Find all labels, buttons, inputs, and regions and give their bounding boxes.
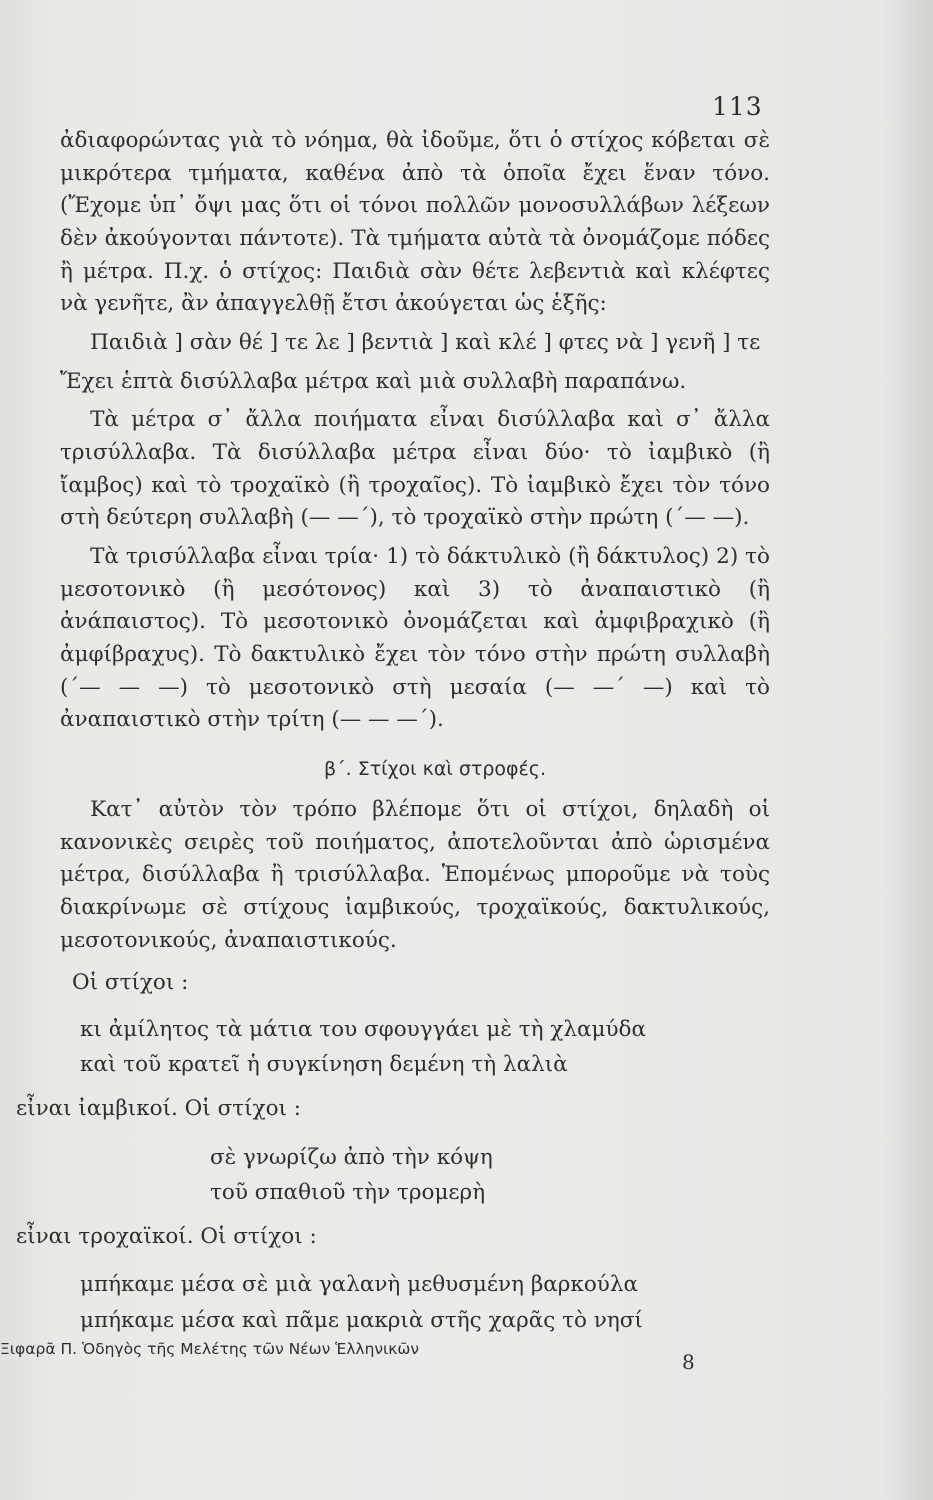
page-edge-shadow — [893, 0, 933, 1500]
scansion-line: Παιδιὰ ] σὰν θέ ] τε λε ] βεντιὰ ] καὶ κλέ ] φτες νὰ ] γενῆ ] τε — [90, 330, 761, 356]
verse-intro-label: Οἱ στίχοι : — [72, 970, 189, 996]
page-number: 113 — [712, 92, 763, 121]
verse-line: τοῦ σπαθιοῦ τὴν τρομερὴ — [210, 1180, 486, 1206]
verse-example-dactylic — [80, 1267, 770, 1338]
footer-line: Ξιφαρᾶ Π. Ὁδηγὸς τῆς Μελέτης τῶν Νέων Ἑλληνικῶν — [0, 1340, 420, 1358]
paragraph: ἀδιαφορώντας γιὰ τὸ νόημα, θὰ ἰδοῦμε, ὅτι ὁ στίχος κόβεται σὲ μικρότερα τμήματα, καθένα ἀπὸ τὰ ὁποῖα ἔχει ἕναν τόνο. (Ἔχομε ὑπ᾽ ὄψι μας ὅτι οἱ τόνοι πολλῶν μονοσυλλάβων λέξεων δὲν ἀκούγονται πάντοτε). Τὰ τμήματα αὐτὰ τὰ ὀνομάζομε πόδες ἢ μέτρα. Π.χ. ὁ στίχος: Παιδιὰ σὰν θέτε λεβεντιὰ καὶ κλέφτες νὰ γενῆτε, ἂν ἀπαγγελθῇ ἔτσι ἀκούγεται ὡς ἑξῆς: — [60, 128, 770, 317]
paragraph: Κατ᾽ αὐτὸν τὸν τρόπο βλέπομε ὅτι οἱ στίχοι, δηλαδὴ οἱ κανονικὲς σειρὲς τοῦ ποιήματος, ἀποτελοῦνται ἀπὸ ὡρισμένα μέτρα, δισύλλαβα ἢ τρισύλλαβα. Ἑπομένως μποροῦμε νὰ τοὺς διακρίνωμε σὲ στίχους ἰαμβικούς, τροχαϊκούς, δακτυλικούς, μεσοτονικούς, ἀναπαιστικούς. — [60, 796, 770, 953]
section-heading: β΄. Στίχοι καὶ στροφές. — [324, 758, 546, 781]
verse-example-iambic — [80, 1012, 770, 1083]
verse-line: κι ἀμίλητος τὰ μάτια του σφουγγάει μὲ τὴ χλαμύδα — [80, 1017, 647, 1042]
verse-line: σὲ γνωρίζω ἀπὸ τὴν κόψη — [210, 1144, 493, 1170]
verse-line: μπήκαμε μέσα καὶ πᾶμε μακριὰ στῆς χαρᾶς τὸ νησί — [80, 1307, 643, 1333]
verse-label: εἶναι τροχαϊκοί. Οἱ στίχοι : — [16, 1223, 317, 1249]
paragraph: Τὰ μέτρα σ᾽ ἄλλα ποιήματα εἶναι δισύλλαβα καὶ σ᾽ ἄλλα τρισύλλαβα. Τὰ δισύλλαβα μέτρα εἶναι δύο· τὸ ἰαμβικὸ (ἢ ἴαμβος) καὶ τὸ τροχαϊκὸ (ἢ τροχαῖος). Τὸ ἰαμβικὸ ἔχει τὸν τόνο στὴ δεύτερη συλλαβὴ (— —΄), τὸ τροχαϊκὸ στὴν πρώτη (΄— —). — [60, 407, 770, 531]
verse-line: καὶ τοῦ κρατεῖ ἡ συγκίνηση δεμένη τὴ λαλιὰ — [80, 1052, 568, 1078]
paragraph: Ἔχει ἑπτὰ δισύλλαβα μέτρα καὶ μιὰ συλλαβὴ παραπάνω. — [60, 368, 687, 394]
verse-example-trochaic — [210, 1140, 770, 1211]
signature-mark: 8 — [682, 1350, 695, 1374]
page-body — [16, 125, 770, 1348]
verse-label: εἶναι ἰαμβικοί. Οἱ στίχοι : — [16, 1095, 302, 1121]
verse-line: μπήκαμε μέσα σὲ μιὰ γαλανὴ μεθυσμένη βαρκούλα — [80, 1272, 639, 1298]
paragraph: Τὰ τρισύλλαβα εἶναι τρία· 1) τὸ δάκτυλικὸ (ἢ δάκτυλος) 2) τὸ μεσοτονικὸ (ἢ μεσότονος) καὶ 3) τὸ ἀναπαιστικὸ (ἢ ἀνάπαιστος). Τὸ μεσοτονικὸ ὀνομάζεται καὶ ἀμφιβραχικὸ (ἢ ἀμφίβραχυς). Τὸ δακτυλικὸ ἔχει τὸν τόνο στὴν πρώτη συλλαβὴ (΄— — —) τὸ μεσοτονικὸ στὴ μεσαία (— —΄ —) καὶ τὸ ἀναπαιστικὸ στὴν τρίτη (— — —΄). — [60, 544, 770, 733]
